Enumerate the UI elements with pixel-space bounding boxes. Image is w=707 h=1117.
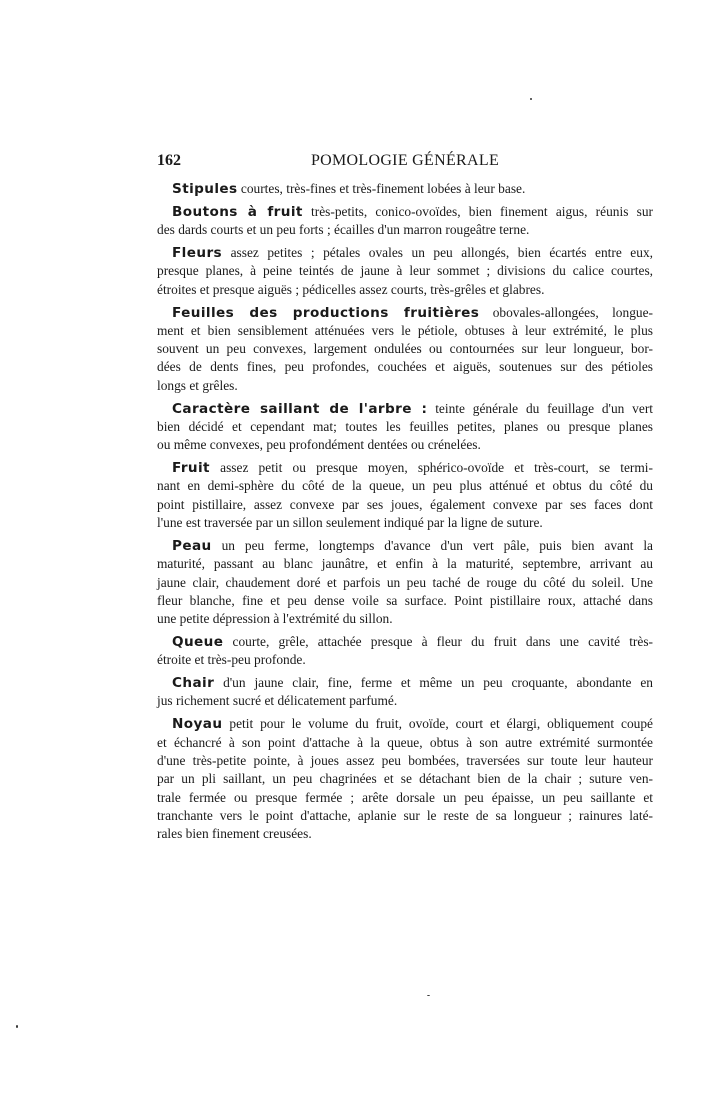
line-text: souvent un peu convexes, largement ondulées ou contournées sur leur longueur, bor- xyxy=(157,341,653,357)
line-text: obovales-allongées, longue- xyxy=(492,304,653,320)
text-line xyxy=(157,610,653,628)
text-line xyxy=(157,400,653,418)
line-text: jus richement sucré et délicatement parfumé. xyxy=(157,693,398,709)
line-text: étroites et presque aiguës ; pédicelles assez courts, très-grêles et glabres. xyxy=(157,281,545,297)
scan-speck xyxy=(16,1025,18,1028)
page-number: 162 xyxy=(157,152,181,169)
line-text: bien décidé et cependant mat; toutes les feuilles petites, planes ou presque planes xyxy=(157,418,653,434)
line-text: assez petites ; pétales ovales un peu allongés, bien écartés entre eux, xyxy=(230,245,653,261)
text-line xyxy=(157,807,653,825)
line-text: des dards courts et un peu forts ; écailles d'un marron rougeâtre terne. xyxy=(157,222,530,238)
text-line xyxy=(157,459,653,477)
text-line xyxy=(157,592,653,610)
line-text: l'une est traversée par un sillon seulement indiqué par la ligne de suture. xyxy=(157,515,543,531)
line-text: petit pour le volume du fruit, ovoïde, court et élargi, obliquement coupé xyxy=(229,716,653,732)
line-text: longs et grêles. xyxy=(157,377,238,393)
entry-term: Noyau xyxy=(172,716,223,733)
running-title: POMOLOGIE GÉNÉRALE xyxy=(310,152,500,169)
text-line xyxy=(157,692,653,710)
text-line xyxy=(157,262,653,280)
text-line xyxy=(157,281,653,299)
line-text: par un pli saillant, un peu chagrinées et se détachant bien de la chair ; suture ven- xyxy=(157,771,653,787)
paragraph xyxy=(157,715,653,843)
line-text: une petite dépression à l'extrémité du sillon. xyxy=(157,611,393,627)
line-text: ou même convexes, peu profondément dentées ou crénelées. xyxy=(157,437,481,453)
paragraph xyxy=(157,180,653,198)
text-line xyxy=(157,436,653,454)
text-line xyxy=(157,674,653,692)
line-text: rales bien finement creusées. xyxy=(157,826,312,842)
line-text: maturité, passant au blanc jaunâtre, et enfin à la maturité, septembre, arrivant au xyxy=(157,556,653,572)
entry-term: Queue xyxy=(172,633,224,650)
line-text: presque planes, à peine teintés de jaune à leur sommet ; divisions du calice courtes, xyxy=(157,263,653,279)
text-line xyxy=(157,496,653,514)
text-line xyxy=(157,418,653,436)
entry-term: Chair xyxy=(172,675,215,692)
entry-term: Caractère saillant de l'arbre : xyxy=(172,400,428,417)
line-text: teinte générale du feuillage d'un vert xyxy=(435,400,653,416)
line-text: et échancré à son point d'attache à la queue, obtus à son autre extrémité surmontée xyxy=(157,734,653,750)
line-text: tranchante vers le point d'attache, aplanie sur le reste de sa longueur ; rainures laté- xyxy=(157,807,653,823)
entry-term: Fleurs xyxy=(172,245,223,262)
paragraph xyxy=(157,537,653,628)
line-text: étroite et très-peu profonde. xyxy=(157,652,306,668)
paragraph xyxy=(157,304,653,395)
entry-term: Stipules xyxy=(172,181,238,197)
text-line xyxy=(157,633,653,651)
scan-speck xyxy=(530,98,532,100)
paragraph xyxy=(157,459,653,532)
text-line xyxy=(157,477,653,495)
text-line xyxy=(157,715,653,733)
line-text: point pistillaire, assez convexe par ses joues, également convexe par ses faces dont xyxy=(157,496,653,512)
scan-speck xyxy=(427,995,430,996)
text-line xyxy=(157,825,653,843)
line-text: nant en demi-sphère du côté de la queue, un peu plus atténué et obtus du côté du xyxy=(157,478,653,494)
text-line xyxy=(157,770,653,788)
text-line xyxy=(157,304,653,322)
paragraph xyxy=(157,244,653,299)
paragraph xyxy=(157,203,653,240)
text-line xyxy=(157,734,653,752)
paragraph xyxy=(157,633,653,670)
line-text: fleur blanche, fine et peu dense voile sa surface. Point pistillaire roux, attaché dans xyxy=(157,592,653,608)
text-line xyxy=(157,203,653,221)
text-line xyxy=(157,555,653,573)
text-line xyxy=(157,752,653,770)
page-header xyxy=(157,152,653,172)
line-text: dées de dents fines, peu profondes, couchées et aiguës, soutenues sur des pétioles xyxy=(157,359,653,375)
line-text: courte, grêle, attachée presque à fleur du fruit dans une cavité très- xyxy=(232,633,653,649)
text-line xyxy=(157,537,653,555)
line-text: très-petits, conico-ovoïdes, bien finement aigus, réunis sur xyxy=(311,203,653,219)
entry-term: Feuilles des productions fruitières xyxy=(172,304,480,321)
line-text: un peu ferme, longtemps d'avance d'un vert pâle, puis bien avant la xyxy=(221,537,653,553)
text-line xyxy=(157,340,653,358)
line-text: d'un jaune clair, fine, ferme et même un peu croquante, abondante en xyxy=(223,675,653,691)
entry-term: Peau xyxy=(172,537,212,554)
description-body xyxy=(157,180,653,848)
text-line xyxy=(157,221,653,239)
text-line xyxy=(157,358,653,376)
text-line xyxy=(157,180,653,198)
line-text: trale fermée ou presque fermée ; arête dorsale un peu épaisse, un peu saillante et xyxy=(157,789,653,805)
text-line xyxy=(157,651,653,669)
text-line xyxy=(157,514,653,532)
line-text: jaune clair, chaudement doré et parfois un peu taché de rouge du côté du soleil. Une xyxy=(157,574,653,590)
entry-term: Fruit xyxy=(172,460,210,477)
entry-term: Boutons à fruit xyxy=(172,203,303,220)
text-line xyxy=(157,789,653,807)
paragraph xyxy=(157,674,653,711)
text-line xyxy=(157,574,653,592)
line-text: d'une très-petite pointe, à joues assez peu bombées, traversées sur toute leur hauteur xyxy=(157,752,653,768)
paragraph xyxy=(157,400,653,455)
line-text: ment et bien sensiblement atténuées vers le pétiole, obtuses à leur extrémité, le plus xyxy=(157,322,653,338)
text-line xyxy=(157,244,653,262)
text-line xyxy=(157,377,653,395)
line-text: assez petit ou presque moyen, sphérico-ovoïde et très-court, se termi- xyxy=(220,460,653,476)
text-line xyxy=(157,322,653,340)
line-text: courtes, très-fines et très-finement lobées à leur base. xyxy=(240,181,526,196)
